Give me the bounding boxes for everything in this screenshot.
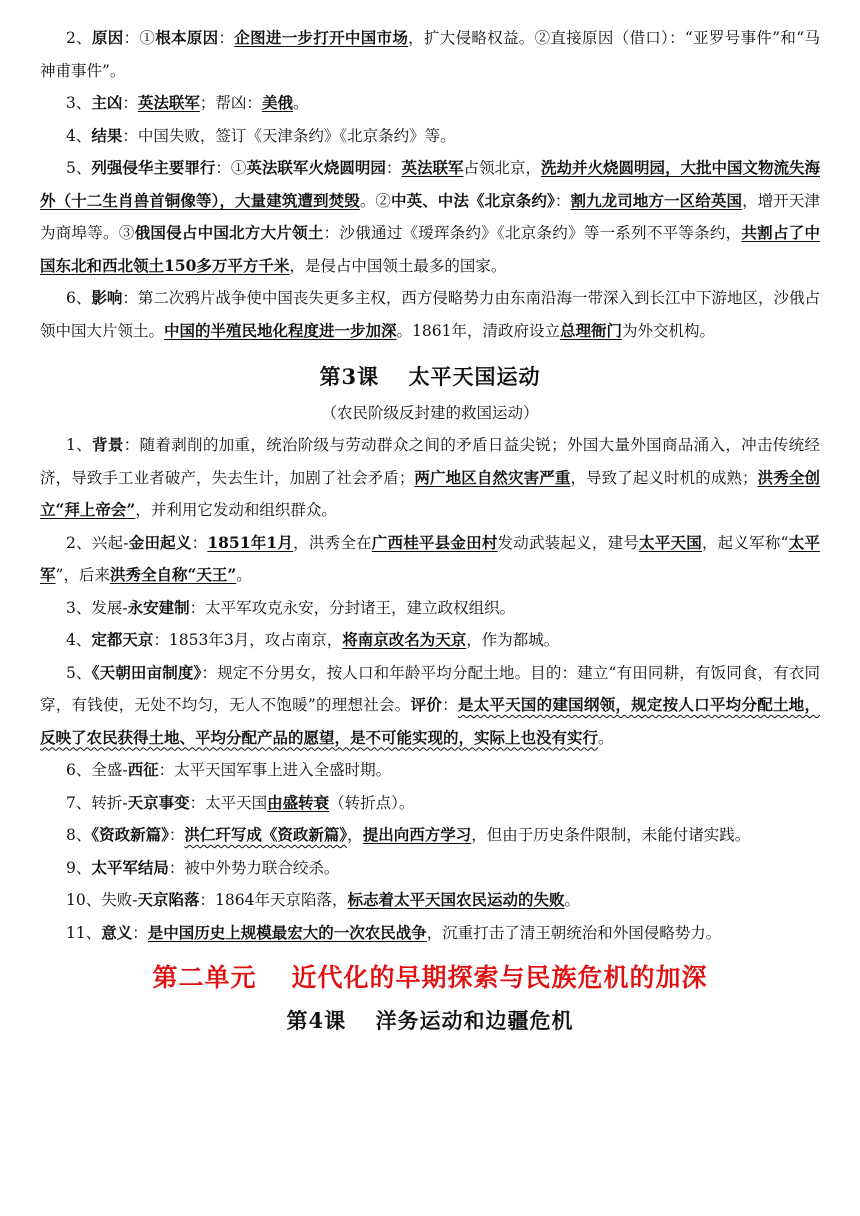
item-impact <box>40 282 820 347</box>
item-land-system <box>40 657 820 755</box>
item-number: 5、 <box>66 663 92 682</box>
text: ，是侵占中国领土最多的国家。 <box>289 256 507 275</box>
item-number: 3、 <box>66 598 92 617</box>
item-number: 2、 <box>66 533 92 552</box>
text: ， <box>347 826 363 844</box>
text: ： <box>442 696 458 714</box>
text: ；帮凶： <box>199 94 262 112</box>
keyword: 背景 <box>92 435 124 454</box>
text: 。 <box>236 566 252 584</box>
text: ：① <box>123 29 156 47</box>
text: ： <box>191 533 208 552</box>
key-point: 割九龙司地方一区给英国 <box>570 190 743 210</box>
text: ：① <box>215 159 247 177</box>
item-number: 5、 <box>66 159 92 177</box>
item-failure <box>40 884 820 917</box>
text: 兴起- <box>91 533 129 552</box>
unit-title-text: 近代化的早期探索与民族危机的加深 <box>291 963 708 992</box>
text: ：1864年天京陷落， <box>199 891 348 909</box>
text: ： <box>122 94 138 112</box>
text: ：太平军攻克永安，分封诸王，建立政权组织。 <box>189 598 516 617</box>
keyword: 中英、中法《北京条约》 <box>391 190 555 210</box>
unit-2-title <box>40 957 820 999</box>
text: ：随着剥削的加重，统治阶级与劳动群众之间的矛盾日益尖锐；外国大量外国商品涌入，冲击传统经济，导致手工业者破产，失去生计，加剧了社会矛盾； <box>40 436 820 487</box>
item-number: 11、 <box>66 923 102 942</box>
key-point: 洪仁玕写成《资政新篇》 <box>184 825 348 844</box>
lesson-4-title <box>40 1001 820 1041</box>
lesson-title-text: 洋务运动和边疆危机 <box>375 1008 574 1033</box>
text: 。② <box>359 191 392 210</box>
text: ，并利用它发动和组织群众。 <box>135 501 337 519</box>
keyword: 天京陷落 <box>137 890 200 909</box>
key-point: 由盛转衰 <box>267 792 330 812</box>
item-uprising <box>40 527 820 592</box>
keyword: 列强侵华主要罪行 <box>91 158 216 177</box>
item-number: 4、 <box>66 631 92 649</box>
text: 。1861年，清政府设立 <box>396 321 560 340</box>
item-number: 1、 <box>66 436 93 454</box>
item-number: 10、 <box>66 891 102 909</box>
item-cause <box>40 22 820 87</box>
text: 全盛- <box>91 761 128 779</box>
keyword: 《资政新篇》 <box>91 825 169 844</box>
key-point: 共割占了中国东北和西北领土150多万平方千米 <box>40 223 820 275</box>
keyword: 原因 <box>91 28 124 47</box>
text: ，作为都城。 <box>466 631 560 649</box>
key-point: 两广地区自然灾害严重 <box>414 467 571 487</box>
text: ：沙俄通过《瑷珲条约》《北京条约》等一系列不平等条约， <box>323 224 742 242</box>
text: ：第二次鸦片战争使中国丧失更多主权，西方侵略势力由东南沿海一带深入到长江中下游地区，沙俄占领中国大片领土。 <box>40 289 820 340</box>
lesson-3-title <box>40 357 820 397</box>
text: ，扩大侵略权益。②直接原因（借口）：“亚罗号事件”和“马神甫事件”。 <box>40 29 820 80</box>
key-point: 是太平天国的建国纲领，规定按人口平均分配土地，反映了农民获得土地、平均分配产品的愿望，是不可能实现的，实际上也没有实行 <box>40 695 820 747</box>
item-number: 6、 <box>66 761 92 779</box>
text: ：1853年3月，攻占南京， <box>153 631 343 649</box>
text: 发动武装起义，建号 <box>497 533 640 552</box>
item-western-expedition <box>40 754 820 787</box>
lesson-number: 第3课 <box>319 364 380 389</box>
text: 转折- <box>91 793 128 812</box>
item-background <box>40 429 820 527</box>
keyword: 影响 <box>91 288 123 307</box>
text: （转折点）。 <box>329 793 415 812</box>
text: ： <box>132 923 148 942</box>
keyword: 西征 <box>127 760 159 779</box>
text: ，导致了起义时机的成熟； <box>570 468 758 487</box>
text: 为外交机构。 <box>622 321 716 340</box>
lesson-title-text: 太平天国运动 <box>408 364 541 389</box>
keyword: 评价 <box>410 695 443 714</box>
key-point: 中国的半殖民地化程度进一步加深 <box>164 320 397 340</box>
text: ：被中外势力联合绞杀。 <box>168 858 340 877</box>
text: ：规定不分男女，按人口和年龄平均分配土地。目的：建立“有田同耕，有饭同食，有衣同穿，有钱使，无处不均匀，无人不饱暖”的理想社会。 <box>40 663 820 714</box>
keyword: 英法联军火烧圆明园 <box>246 158 386 177</box>
item-new-policies <box>40 819 820 852</box>
text: ： <box>218 29 235 47</box>
keyword: 俄国侵占中国北方大片领土 <box>134 223 324 242</box>
text: ，但由于历史条件限制，未能付诸实践。 <box>471 826 751 844</box>
keyword: 定都天京 <box>91 630 154 649</box>
item-result <box>40 120 820 153</box>
lesson-3-subtitle: （农民阶级反封建的救国运动） <box>321 404 539 422</box>
unit-number: 第二单元 <box>152 963 257 992</box>
item-development <box>40 592 820 625</box>
item-turning-point <box>40 787 820 820</box>
keyword: 太平军结局 <box>91 857 169 877</box>
text: ”，后来 <box>55 566 110 584</box>
key-point: 英法联军 <box>401 158 464 177</box>
text: 。 <box>292 94 309 112</box>
item-number: 9、 <box>66 858 92 877</box>
keyword: 意义 <box>101 922 133 942</box>
text: ： <box>385 159 402 177</box>
key-point: 美俄 <box>261 93 293 112</box>
text: ，洪秀全在 <box>293 533 372 552</box>
text: ，起义军称“ <box>701 533 789 552</box>
keyword: 金田起义 <box>128 532 192 552</box>
key-point: 1851年1月 <box>207 532 294 552</box>
key-point: 洗劫并火烧圆明园，大批中国文物流失海外（十二生肖兽首铜像等），大量建筑遭到焚毁 <box>40 158 820 210</box>
text: ：太平天国 <box>189 793 268 812</box>
item-culprit <box>40 87 820 120</box>
key-point: 是中国历史上规模最宏大的一次农民战争 <box>147 922 427 942</box>
text: ： <box>168 826 185 844</box>
keyword: 主凶 <box>91 93 123 112</box>
text: 。 <box>598 728 614 747</box>
item-number: 4、 <box>66 126 92 145</box>
key-point: 企图进一步打开中国市场 <box>234 28 409 47</box>
keyword: 结果 <box>91 125 123 145</box>
key-point: 标志着太平天国农民运动的失败 <box>347 890 565 909</box>
text: 占领北京， <box>463 159 541 177</box>
text: ：太平天国军事上进入全盛时期。 <box>158 761 392 779</box>
key-point: 洪秀全自称“天王” <box>109 565 237 584</box>
item-capital <box>40 624 820 657</box>
lesson-number: 第4课 <box>286 1008 347 1033</box>
text: ，沉重打击了清王朝统治和外国侵略势力。 <box>426 923 722 942</box>
item-number: 3、 <box>66 94 92 112</box>
item-ending <box>40 852 820 885</box>
item-number: 8、 <box>66 826 92 844</box>
text: 发展- <box>91 598 128 617</box>
item-number: 6、 <box>66 289 92 307</box>
text: ，增开天津为商埠等。③ <box>40 191 820 242</box>
text: ：中国失败，签订《天津条约》《北京条约》等。 <box>122 126 456 145</box>
text: ： <box>554 191 571 210</box>
keyword: 《天朝田亩制度》 <box>91 662 202 682</box>
key-point: 提出向西方学习 <box>362 825 472 844</box>
keyword: 天京事变 <box>127 792 190 812</box>
keyword: 永安建制 <box>127 597 190 617</box>
text: 。 <box>564 891 580 909</box>
key-point: 洪秀全创立“拜上帝会” <box>40 467 820 519</box>
key-point: 太平天国 <box>639 532 702 552</box>
key-point: 将南京改名为天京 <box>342 630 467 649</box>
key-point: 广西桂平县金田村 <box>371 532 498 552</box>
item-significance <box>40 917 820 950</box>
key-point: 英法联军 <box>137 93 200 112</box>
item-number: 7、 <box>66 793 92 812</box>
key-point: 太平军 <box>40 532 820 584</box>
key-point: 总理衙门 <box>559 320 622 340</box>
text: 失败- <box>101 891 138 909</box>
item-crimes <box>40 152 820 282</box>
keyword: 根本原因 <box>155 28 219 47</box>
item-number: 2、 <box>66 29 92 47</box>
